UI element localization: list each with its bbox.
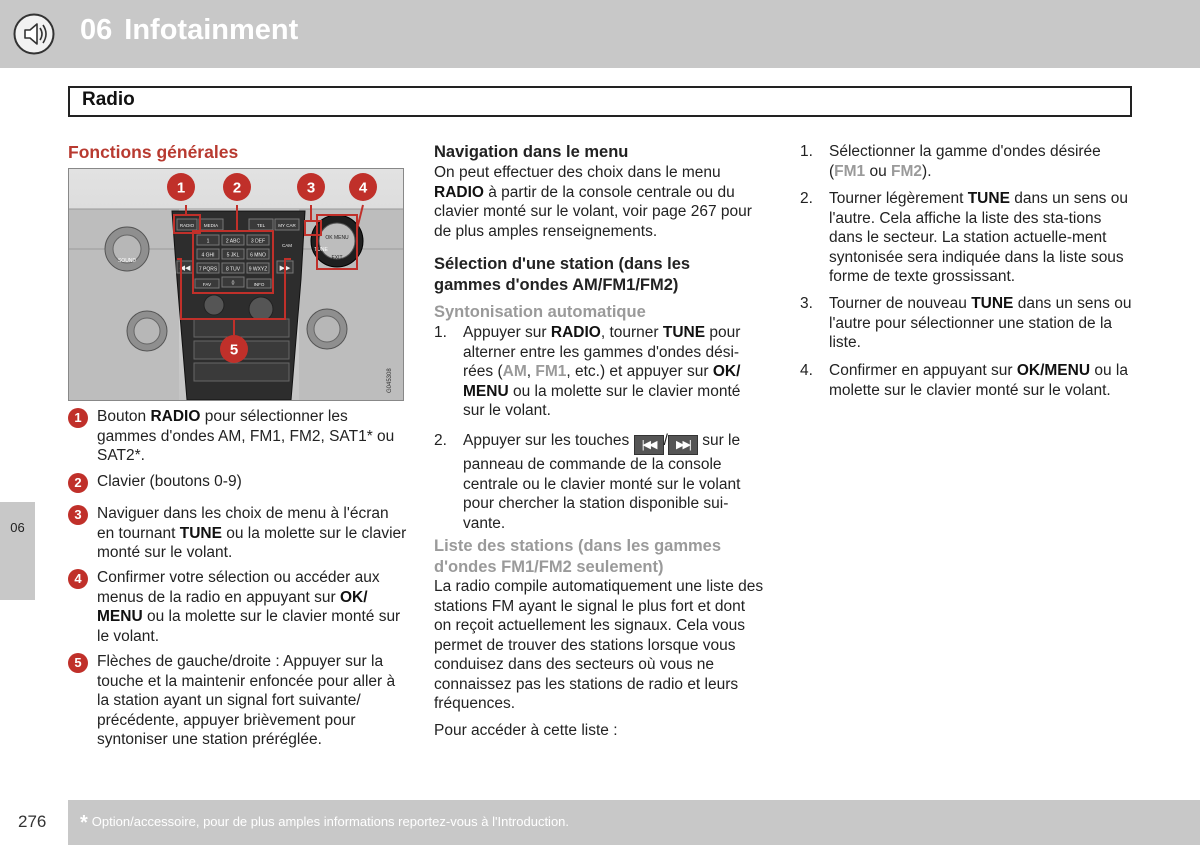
key-5: 5 JKL (226, 252, 240, 259)
key-8: 8 TUV (225, 266, 241, 273)
mycar-label: MY CAR (278, 223, 296, 228)
skip-forward-icon: ▶▶ (279, 265, 291, 272)
callout-5: 5 (229, 341, 239, 359)
key-2: 2 ABC (225, 238, 241, 245)
list-paragraph: La radio compile automatiquement une liste des stations FM ayant le signal le plus fort et dont on reçoit actuellement les signaux. Cela vous permet de trouver des stations lorsque vous conduisez dans des secteurs où vous ne connaissez pas les stations de radio et leurs fréquences. (434, 578, 764, 712)
nav-paragraph: On peut effectuer des choix dans le menu RADIO à partir de la console centrale ou du clavier monté sur le volant, voir page 267 pour de plus amples renseignements. (434, 164, 752, 240)
legend-marker: 3 (68, 505, 88, 525)
footnote-text: Option/accessoire, pour de plus amples informations reportez-vous à l'Introduction. (91, 814, 570, 829)
callout-4: 4 (358, 179, 368, 197)
key-6: 6 MNO (250, 252, 266, 259)
cam-label: CAM (282, 243, 292, 248)
tune-label: TUNE (314, 247, 328, 253)
skip-forward-button-icon: ▶▶| (668, 435, 698, 455)
console-illustration (69, 169, 403, 400)
heading-syntonisation-auto: Syntonisation automatique (434, 303, 646, 321)
heading-navigation-menu: Navigation dans le menu (434, 143, 629, 161)
key-3: 3 DEF (250, 238, 266, 245)
heading-selection-station: Sélection d'une station (dans les gammes d'ondes AM/FM1/FM2) (434, 255, 691, 294)
footnote (80, 812, 569, 835)
console-figure (68, 168, 404, 401)
info-label: INFO (253, 282, 265, 287)
key-0: 0 (231, 280, 235, 287)
radio-label: RADIO (179, 223, 195, 228)
media-label: MEDIA (203, 223, 219, 228)
section-title: Radio (82, 89, 135, 110)
ok-menu-label: OK MENU (325, 235, 349, 241)
legend-marker: 5 (68, 653, 88, 673)
chapter-title (80, 14, 310, 47)
figure-code: G045308 (387, 368, 393, 393)
skip-back-button-icon: |◀◀ (634, 435, 664, 455)
legend-marker: 2 (68, 473, 88, 493)
chapter-name: Infotainment (124, 14, 299, 46)
fav-label: FAV (202, 282, 212, 287)
key-4: 4 GHI (201, 252, 215, 259)
side-chapter-tab-label: 06 (10, 520, 25, 535)
chapter-number: 06 (80, 14, 113, 46)
heading-fonctions-generales: Fonctions générales (68, 142, 239, 162)
footnote-star: * (80, 812, 88, 834)
access-paragraph: Pour accéder à cette liste : (434, 722, 618, 739)
sound-label: SOUND (117, 258, 137, 264)
callout-1: 1 (176, 179, 186, 197)
callout-3: 3 (306, 179, 316, 197)
heading-liste-stations: Liste des stations (dans les gammes d'ondes FM1/FM2 seulement) (434, 537, 722, 576)
exit-label: EXIT (331, 255, 343, 261)
side-chapter-tab (0, 502, 35, 600)
tel-label: TEL (256, 223, 266, 228)
key-9: 9 WXYZ (248, 266, 268, 273)
key-7: 7 PQRS (198, 266, 218, 273)
speaker-icon (13, 13, 55, 55)
skip-back-icon: ◀◀ (179, 265, 191, 272)
legend-marker: 4 (68, 569, 88, 589)
page-number: 276 (18, 812, 47, 831)
key-1: 1 (206, 238, 210, 245)
legend-marker: 1 (68, 408, 88, 428)
section-title-box (68, 86, 1132, 117)
callout-2: 2 (232, 179, 242, 197)
